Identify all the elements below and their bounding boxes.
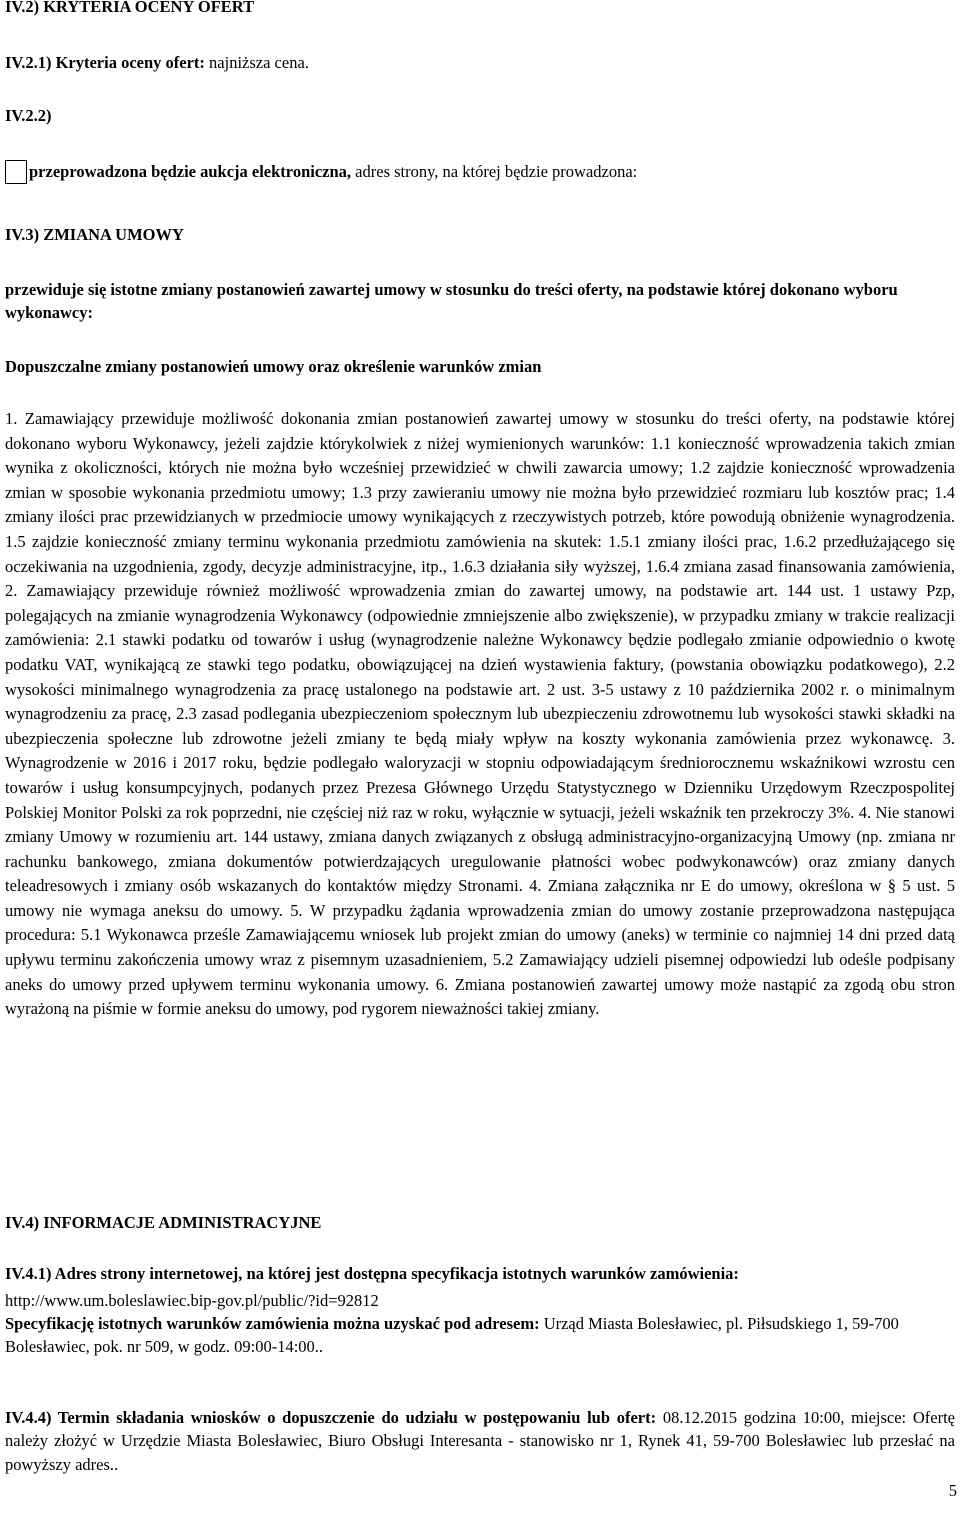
- deadline-value: 08.12.2015 godzina 10:00, miejsce: Ofertę należy złożyć w Urzędzie Miasta Bolesławiec, Biuro Obsługi Interesanta - stanowisko nr 1, Rynek 41, 59-700 Bolesławiec lub przesłać na powyższy adres..: [5, 1407, 955, 1474]
- criteria-value: najniższa cena.: [209, 53, 309, 72]
- deadline-label: IV.4.4) Termin składania wniosków o dopuszczenie do udziału w postępowaniu lub ofert:: [5, 1407, 657, 1427]
- siwz-website-url[interactable]: http://www.um.boleslawiec.bip-gov.pl/public/?id=92812: [5, 1291, 379, 1310]
- changes-subtitle: Dopuszczalne zmiany postanowień umowy oraz określenie warunków zmian: [5, 357, 542, 376]
- siwz-address-line: [5, 1312, 955, 1358]
- auction-line: [5, 160, 637, 184]
- siwz-address-value: Urząd Miasta Bolesławiec, pl. Piłsudskiego 1, 59-700 Bolesławiec, pok. nr 509, w godz. 09:00-14:00..: [5, 1314, 899, 1356]
- changes-question: przewiduje się istotne zmiany postanowień zawartej umowy w stosunku do treści oferty, na podstawie której dokonano wyboru wykonawcy:: [5, 280, 898, 322]
- auction-checkbox[interactable]: [5, 160, 27, 184]
- deadline-line: [5, 1406, 955, 1477]
- criteria-label: IV.2.1) Kryteria oceny ofert:: [5, 53, 205, 72]
- changes-body: 1. Zamawiający przewiduje możliwość dokonania zmian postanowień zawartej umowy w stosunku do treści oferty, na podstawie której dokonano wyboru Wykonawcy, jeżeli zajdzie którykolwiek z niżej wymienionych warunków: 1.1 konieczność wprowadzenia takich zmian wynika z okoliczności, których nie można było wcześniej przewidzieć w chwili zawarcia umowy; 1.2 zajdzie konieczność wprowadzenia zmian w sposobie wykonania przedmiotu umowy; 1.3 przy zawieraniu umowy nie można było przewidzieć rozmiaru lub kosztów prac; 1.4 zmiany ilości prac przewidzianych w przedmiocie umowy wynikających z rzeczywistych potrzeb, które powodują obniżenie wynagrodzenia. 1.5 zajdzie konieczność zmiany terminu wykonania przedmiotu zamówienia na skutek: 1.5.1 zmiany ilości prac, 1.6.2 przedłużającego się oczekiwania na uzgodnienia, zgody, decyzje administracyjne, itp., 1.6.3 działania siły wyższej, 1.6.4 zmiana zasad finansowania zamówienia, 2. Zamawiający przewiduje również możliwość wprowadzenia zmian do zawartej umowy, na podstawie art. 144 ust. 1 ustawy Pzp, polegających na zmianie wynagrodzenia Wykonawcy (odpowiednie zmniejszenie albo zwiększenie), w przypadku zmiany w trakcie realizacji zamówienia: 2.1 stawki podatku od towarów i usług (wynagrodzenie należne Wykonawcy będzie podlegało zmianie odpowiednio o kwotę podatku VAT, wynikającą ze stawki tego podatku, obowiązującej na dzień wystawienia faktury, (powstania obowiązku podatkowego), 2.2 wysokości minimalnego wynagrodzenia za pracę ustalonego na podstawie art. 2 ust. 3-5 ustawy z 10 października 2002 r. o minimalnym wynagrodzeniu za pracę, 2.3 zasad podlegania ubezpieczeniom społecznym lub ubezpieczeniu zdrowotnemu lub wysokości stawki składki na ubezpieczenia społeczne lub zdrowotne jeżeli zmiany te będą miały wpływ na koszty wykonania zamówienia przez wykonawcę. 3. Wynagrodzenie w 2016 i 2017 roku, będzie podlegało waloryzacji w stopniu odpowiadającym średniorocznemu wskaźnikowi wzrostu cen towarów i usług konsumpcyjnych, podanych przez Prezesa Głównego Urzędu Statystycznego w Dzienniku Urzędowym Rzeczpospolitej Polskiej Monitor Polski za rok poprzedni, nie częściej niż raz w roku, wyłącznie w sytuacji, jeżeli wskaźnik ten przekroczy 3%. 4. Nie stanowi zmiany Umowy w rozumieniu art. 144 ustawy, zmiana danych związanych z obsługą administracyjno-organizacyjną Umowy (np. zmiana nr rachunku bankowego, zmiana dokumentów potwierdzających uregulowanie płatności wobec podwykonawców) oraz zmiany danych teleadresowych i zmiany osób wskazanych do kontaktów między Stronami. 4. Zmiana załącznika nr E do umowy, określona w § 5 ust. 5 umowy nie wymaga aneksu do umowy. 5. W przypadku żądania wprowadzenia zmian do umowy zostanie przeprowadzona następująca procedura: 5.1 Wykonawca prześle Zamawiającemu wniosek lub projekt zmian do umowy (aneks) w terminie co najmniej 14 dni przed datą upływu terminu zakończenia umowy wraz z pisemnym uzasadnieniem, 5.2 Zamawiający udzieli pisemnej odpowiedzi lub odeśle podpisany aneks do umowy przed upływem terminu wykonania umowy. 6. Zmiana postanowień zawartej umowy może nastąpić za zgodą obu stron wyrażoną na piśmie w formie aneksu do umowy, pod rygorem nieważności takiej zmiany.: [5, 409, 955, 1019]
- section-iv22-label: IV.2.2): [5, 106, 52, 125]
- section-iv2-title: IV.2) KRYTERIA OCENY OFERT: [5, 0, 255, 16]
- section-iv4-title: IV.4) INFORMACJE ADMINISTRACYJNE: [5, 1213, 322, 1232]
- auction-label: przeprowadzona będzie aukcja elektroniczna,: [29, 162, 352, 181]
- section-iv3-title: IV.3) ZMIANA UMOWY: [5, 225, 184, 244]
- siwz-website-label: IV.4.1) Adres strony internetowej, na której jest dostępna specyfikacja istotnych warunków zamówienia:: [5, 1264, 739, 1283]
- page-number: 5: [948, 1481, 957, 1500]
- auction-value: adres strony, na której będzie prowadzona:: [355, 162, 638, 181]
- criteria-line: [5, 51, 309, 74]
- siwz-address-label: Specyfikację istotnych warunków zamówienia można uzyskać pod adresem:: [5, 1314, 540, 1333]
